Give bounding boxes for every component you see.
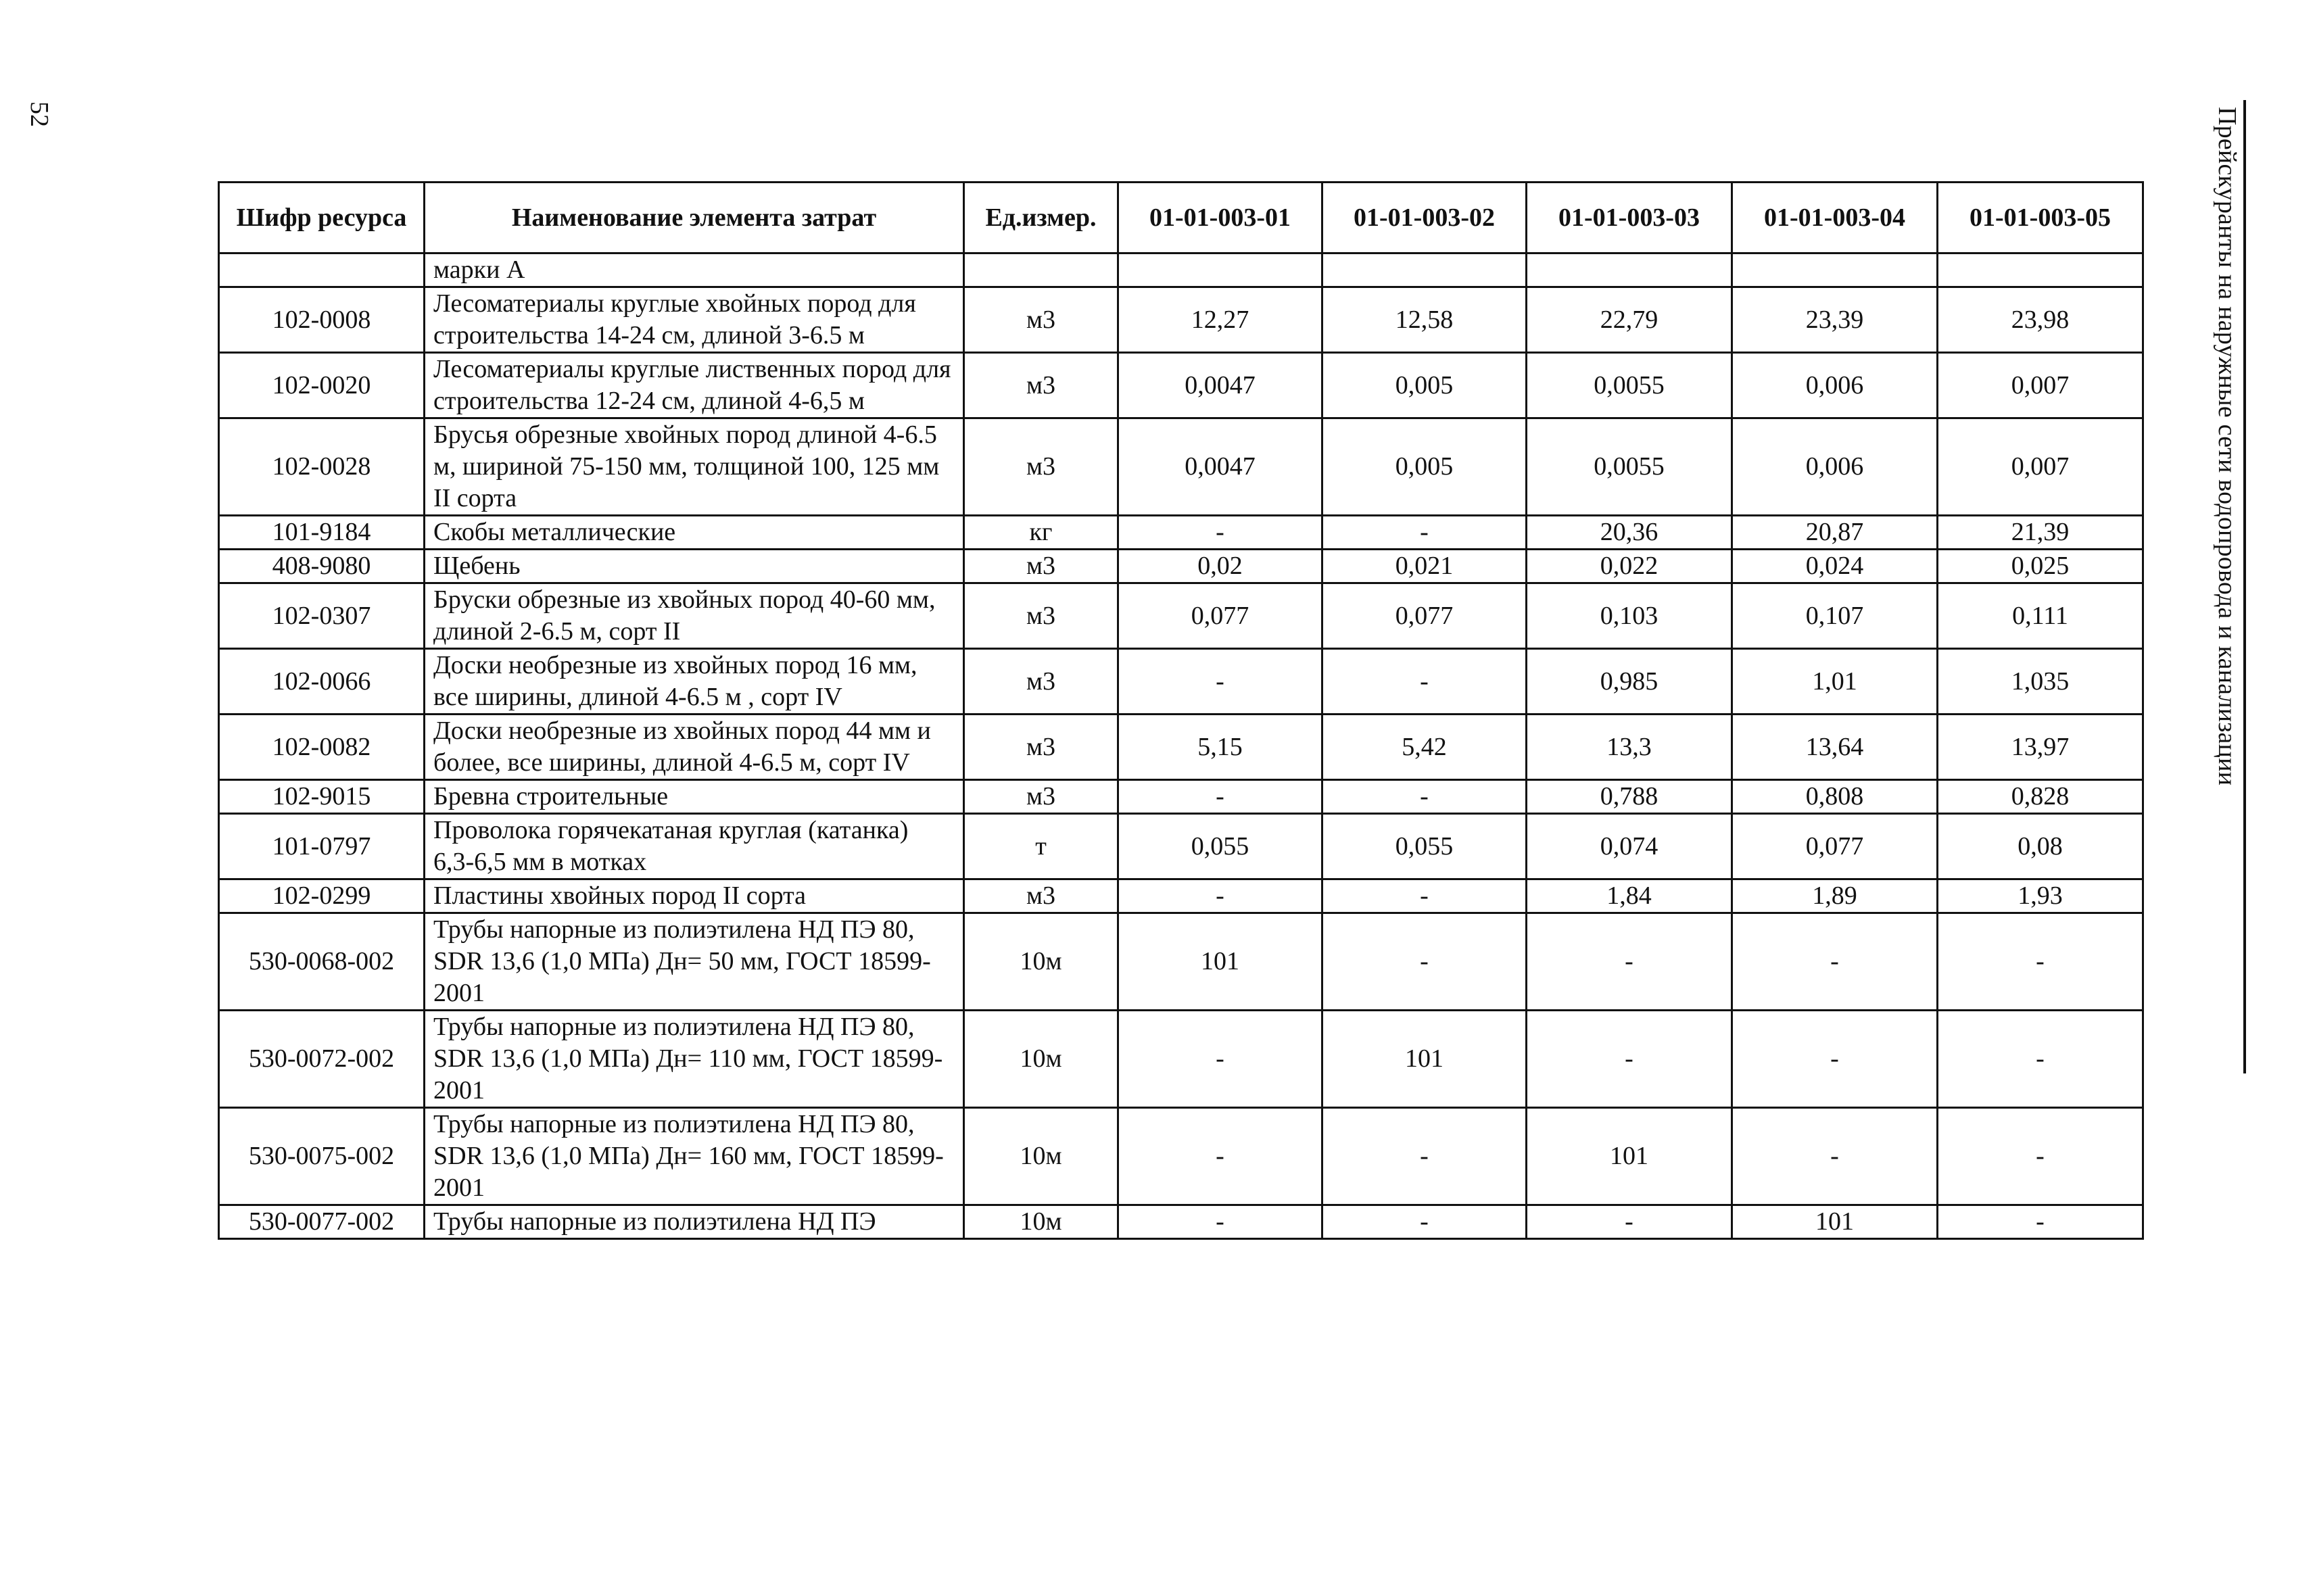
page-number: 52 (25, 101, 53, 127)
unit-of-measure: м3 (964, 780, 1118, 814)
value-col-5: 0,007 (1938, 353, 2143, 418)
value-col-2: 12,58 (1322, 287, 1527, 353)
resource-code: 102-0299 (219, 879, 425, 913)
value-col-4: 0,077 (1732, 814, 1938, 879)
header-col-1: 01-01-003-01 (1118, 183, 1322, 253)
value-col-4: 1,89 (1732, 879, 1938, 913)
value-col-5: 0,007 (1938, 418, 2143, 516)
unit-of-measure: м3 (964, 418, 1118, 516)
header-col-2: 01-01-003-02 (1322, 183, 1527, 253)
value-col-2: - (1322, 516, 1527, 550)
value-col-4: 101 (1732, 1205, 1938, 1239)
value-col-4: 20,87 (1732, 516, 1938, 550)
value-col-4: - (1732, 1108, 1938, 1205)
value-col-3: 13,3 (1527, 715, 1732, 780)
header-unit: Ед.измер. (964, 183, 1118, 253)
resource-code: 530-0075-002 (219, 1108, 425, 1205)
element-name: Бруски обрезные из хвойных пород 40-60 мм, длиной 2-6.5 м, сорт II (425, 583, 964, 649)
table-row (219, 516, 2143, 550)
value-col-2: - (1322, 1108, 1527, 1205)
header-code: Шифр ресурса (219, 183, 425, 253)
table-row (219, 253, 2143, 287)
table-row (219, 550, 2143, 583)
value-col-1: 0,0047 (1118, 418, 1322, 516)
value-col-4: 0,808 (1732, 780, 1938, 814)
resource-code: 102-0028 (219, 418, 425, 516)
value-col-2: - (1322, 780, 1527, 814)
table-row (219, 649, 2143, 715)
resource-code: 102-0066 (219, 649, 425, 715)
element-name: Доски необрезные из хвойных пород 16 мм, все ширины, длиной 4-6.5 м , сорт IV (425, 649, 964, 715)
unit-of-measure: м3 (964, 583, 1118, 649)
running-title-rule (2243, 100, 2246, 1073)
value-col-3: 1,84 (1527, 879, 1732, 913)
header-name: Наименование элемента затрат (425, 183, 964, 253)
resource-code (219, 253, 425, 287)
unit-of-measure: м3 (964, 879, 1118, 913)
value-col-3: 101 (1527, 1108, 1732, 1205)
table-header-row (219, 183, 2143, 253)
unit-of-measure: м3 (964, 287, 1118, 353)
value-col-2: 0,005 (1322, 353, 1527, 418)
unit-of-measure: 10м (964, 1011, 1118, 1108)
value-col-4: 1,01 (1732, 649, 1938, 715)
value-col-2: 101 (1322, 1011, 1527, 1108)
running-title: Прейскуранты на наружные сети водопровода и канализации (2213, 107, 2241, 786)
unit-of-measure: 10м (964, 913, 1118, 1011)
value-col-2: - (1322, 913, 1527, 1011)
resource-code: 102-0082 (219, 715, 425, 780)
value-col-5: - (1938, 1205, 2143, 1239)
value-col-3: 0,788 (1527, 780, 1732, 814)
value-col-5: 0,025 (1938, 550, 2143, 583)
value-col-1: - (1118, 879, 1322, 913)
value-col-3: 0,0055 (1527, 418, 1732, 516)
value-col-4: 0,006 (1732, 418, 1938, 516)
element-name: Доски необрезные из хвойных пород 44 мм и более, все ширины, длиной 4-6.5 м, сорт IV (425, 715, 964, 780)
table-row (219, 913, 2143, 1011)
resource-code: 102-0020 (219, 353, 425, 418)
table-row (219, 715, 2143, 780)
table-row (219, 814, 2143, 879)
value-col-2: - (1322, 649, 1527, 715)
value-col-5: 1,93 (1938, 879, 2143, 913)
value-col-1: 0,0047 (1118, 353, 1322, 418)
element-name: Лесоматериалы круглые лиственных пород для строительства 12-24 см, длиной 4-6,5 м (425, 353, 964, 418)
value-col-5: 0,828 (1938, 780, 2143, 814)
value-col-1: 0,02 (1118, 550, 1322, 583)
unit-of-measure: кг (964, 516, 1118, 550)
element-name: Скобы металлические (425, 516, 964, 550)
table-row (219, 879, 2143, 913)
resource-cost-table (218, 181, 2144, 1240)
resource-code: 530-0077-002 (219, 1205, 425, 1239)
value-col-1: 5,15 (1118, 715, 1322, 780)
unit-of-measure: 10м (964, 1205, 1118, 1239)
table-row (219, 1108, 2143, 1205)
table-row (219, 1205, 2143, 1239)
value-col-1: - (1118, 780, 1322, 814)
value-col-4: 0,024 (1732, 550, 1938, 583)
value-col-5 (1938, 253, 2143, 287)
element-name: Трубы напорные из полиэтилена НД ПЭ 80, SDR 13,6 (1,0 МПа) Дн= 50 мм, ГОСТ 18599-2001 (425, 913, 964, 1011)
header-col-5: 01-01-003-05 (1938, 183, 2143, 253)
unit-of-measure: м3 (964, 550, 1118, 583)
table-row (219, 583, 2143, 649)
value-col-5: 1,035 (1938, 649, 2143, 715)
value-col-5: 23,98 (1938, 287, 2143, 353)
value-col-1: - (1118, 649, 1322, 715)
unit-of-measure: м3 (964, 353, 1118, 418)
value-col-3: - (1527, 913, 1732, 1011)
element-name: Щебень (425, 550, 964, 583)
table-body (219, 253, 2143, 1239)
resource-code: 102-0008 (219, 287, 425, 353)
value-col-3 (1527, 253, 1732, 287)
value-col-2: 5,42 (1322, 715, 1527, 780)
value-col-4 (1732, 253, 1938, 287)
value-col-1: 0,077 (1118, 583, 1322, 649)
value-col-5: - (1938, 913, 2143, 1011)
value-col-1 (1118, 253, 1322, 287)
value-col-3: 20,36 (1527, 516, 1732, 550)
resource-code: 102-0307 (219, 583, 425, 649)
element-name: Трубы напорные из полиэтилена НД ПЭ 80, SDR 13,6 (1,0 МПа) Дн= 160 мм, ГОСТ 18599-2001 (425, 1108, 964, 1205)
element-name: Пластины хвойных пород II сорта (425, 879, 964, 913)
resource-code: 101-0797 (219, 814, 425, 879)
element-name: Брусья обрезные хвойных пород длиной 4-6.5 м, шириной 75-150 мм, толщиной 100, 125 мм II сорта (425, 418, 964, 516)
resource-code: 408-9080 (219, 550, 425, 583)
value-col-2: 0,005 (1322, 418, 1527, 516)
value-col-4: 23,39 (1732, 287, 1938, 353)
value-col-1: 101 (1118, 913, 1322, 1011)
value-col-4: 0,107 (1732, 583, 1938, 649)
table-row (219, 780, 2143, 814)
unit-of-measure: т (964, 814, 1118, 879)
table-row (219, 1011, 2143, 1108)
value-col-4: - (1732, 913, 1938, 1011)
value-col-3: - (1527, 1011, 1732, 1108)
value-col-5: - (1938, 1011, 2143, 1108)
unit-of-measure: 10м (964, 1108, 1118, 1205)
value-col-2: - (1322, 1205, 1527, 1239)
value-col-5: 13,97 (1938, 715, 2143, 780)
value-col-3: 22,79 (1527, 287, 1732, 353)
value-col-5: 21,39 (1938, 516, 2143, 550)
value-col-2: 0,021 (1322, 550, 1527, 583)
element-name: Проволока горячекатаная круглая (катанка) 6,3-6,5 мм в мотках (425, 814, 964, 879)
element-name: Трубы напорные из полиэтилена НД ПЭ (425, 1205, 964, 1239)
table-row (219, 287, 2143, 353)
resource-code: 102-9015 (219, 780, 425, 814)
value-col-2: 0,077 (1322, 583, 1527, 649)
element-name: Бревна строительные (425, 780, 964, 814)
value-col-3: - (1527, 1205, 1732, 1239)
value-col-3: 0,985 (1527, 649, 1732, 715)
value-col-4: 0,006 (1732, 353, 1938, 418)
unit-of-measure: м3 (964, 715, 1118, 780)
value-col-5: - (1938, 1108, 2143, 1205)
table-row (219, 353, 2143, 418)
value-col-3: 0,022 (1527, 550, 1732, 583)
value-col-3: 0,074 (1527, 814, 1732, 879)
value-col-3: 0,103 (1527, 583, 1732, 649)
value-col-3: 0,0055 (1527, 353, 1732, 418)
value-col-2: 0,055 (1322, 814, 1527, 879)
value-col-1: 0,055 (1118, 814, 1322, 879)
resource-code: 530-0072-002 (219, 1011, 425, 1108)
unit-of-measure: м3 (964, 649, 1118, 715)
resource-code: 530-0068-002 (219, 913, 425, 1011)
value-col-2 (1322, 253, 1527, 287)
element-name: Лесоматериалы круглые хвойных пород для строительства 14-24 см, длиной 3-6.5 м (425, 287, 964, 353)
element-name: Трубы напорные из полиэтилена НД ПЭ 80, SDR 13,6 (1,0 МПа) Дн= 110 мм, ГОСТ 18599-2001 (425, 1011, 964, 1108)
element-name: марки А (425, 253, 964, 287)
value-col-2: - (1322, 879, 1527, 913)
value-col-1: - (1118, 516, 1322, 550)
value-col-5: 0,111 (1938, 583, 2143, 649)
resource-code: 101-9184 (219, 516, 425, 550)
value-col-1: - (1118, 1011, 1322, 1108)
value-col-4: 13,64 (1732, 715, 1938, 780)
value-col-1: 12,27 (1118, 287, 1322, 353)
value-col-1: - (1118, 1108, 1322, 1205)
unit-of-measure (964, 253, 1118, 287)
header-col-4: 01-01-003-04 (1732, 183, 1938, 253)
value-col-4: - (1732, 1011, 1938, 1108)
header-col-3: 01-01-003-03 (1527, 183, 1732, 253)
value-col-1: - (1118, 1205, 1322, 1239)
value-col-5: 0,08 (1938, 814, 2143, 879)
table-row (219, 418, 2143, 516)
